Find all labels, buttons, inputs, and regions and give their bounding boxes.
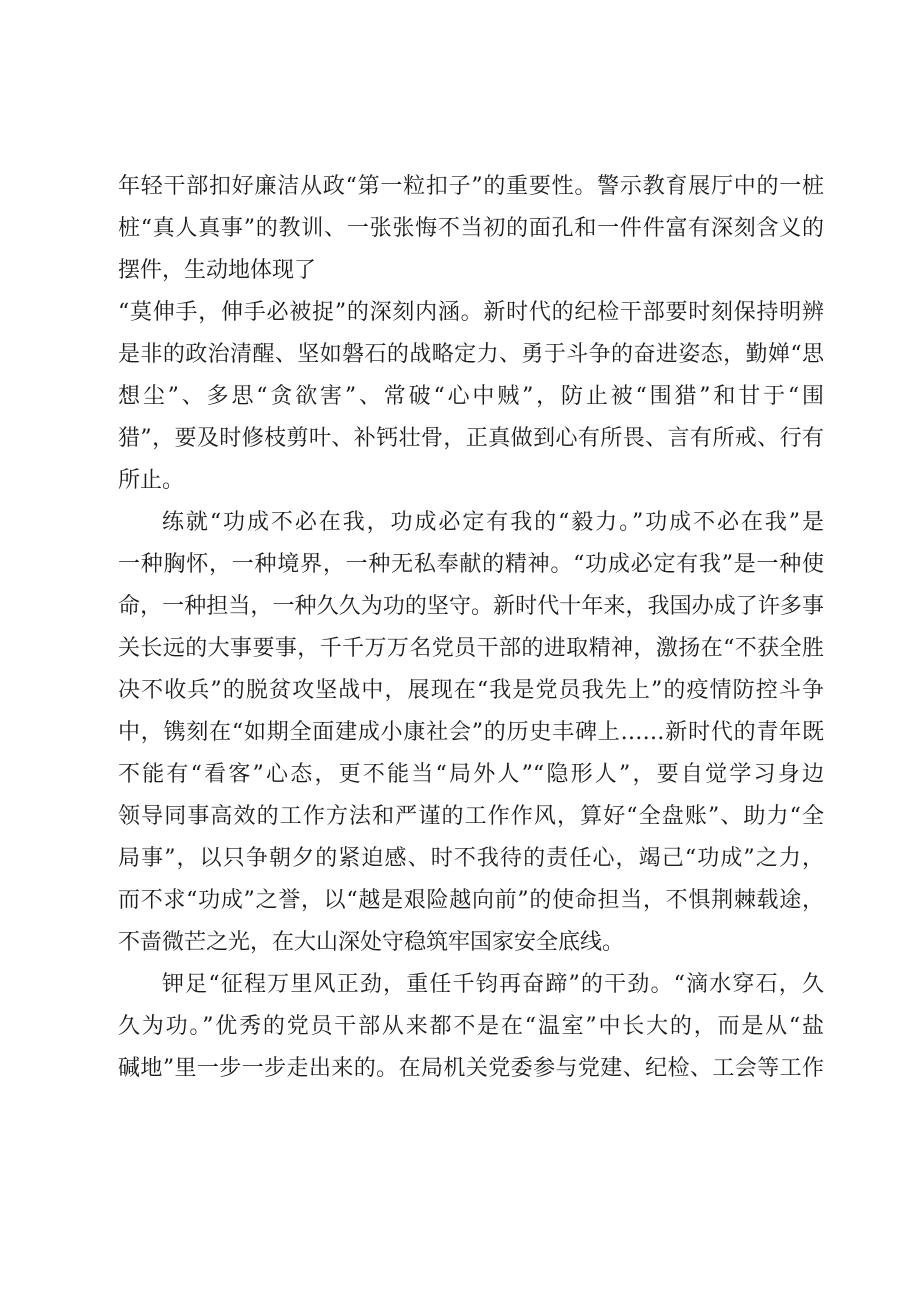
paragraph-start-line: 钾足“征程万里风正劲，重任千钧再奋蹄”的干劲。“滴水穿石，久 [162,972,824,997]
text-line: 一种胸怀，一种境界，一种无私奉献的精神。“功成必定有我”是一种使 [118,552,824,577]
text-line: 年轻干部扣好廉洁从政“第一粒扣子”的重要性。警示教育展厅中的一桩 [118,174,824,199]
text-line: 摆件，生动地体现了 [118,258,317,283]
text-line: 是非的政治清醒、坚如磐石的战略定力、勇于斗争的奋进姿态，勤婵“思 [118,342,824,367]
text-line: 局事”，以只争朝夕的紧迫感、时不我待的责任心，竭己“功成”之力， [118,846,824,871]
text-line: 命，一种担当，一种久久为功的坚守。新时代十年来，我国办成了许多事 [118,594,824,619]
paragraph-start-line: 练就“功成不必在我，功成必定有我的“毅力。”功成不必在我”是 [162,510,824,535]
text-line: 所止。 [118,468,185,493]
text-line: 不啬微芒之光，在大山深处守稳筑牢国家安全底线。 [118,930,625,955]
text-line: 桩“真人真事”的教训、一张张悔不当初的面孔和一件件富有深刻含义的 [118,216,824,241]
text-line: 久为功。”优秀的党员干部从来都不是在“温室”中长大的，而是从“盐 [118,1014,824,1039]
text-line: 想尘”、多思“贪欲害”、常破“心中贼”，防止被“围猎”和甘于“围 [118,384,824,409]
text-line: 猎”，要及时修枝剪叶、补钙壮骨，正真做到心有所畏、言有所戒、行有 [118,426,824,451]
text-line: 不能有“看客”心态，更不能当“局外人”“隐形人”，要自觉学习身边 [118,762,824,787]
text-line: “莫伸手，伸手必被捉”的深刻内涵。新时代的纪检干部要时刻保持明辨 [118,300,824,325]
text-line: 领导同事高效的工作方法和严谨的工作作风，算好“全盘账”、助力“全 [118,804,824,829]
text-line: 碱地”里一步一步走出来的。在局机关党委参与党建、纪检、工会等工作 [118,1056,824,1081]
text-line: 而不求“功成”之誉，以“越是艰险越向前”的使命担当，不惧荆棘载途， [118,888,824,913]
body-text [118,166,824,1090]
text-line: 中，镌刻在“如期全面建成小康社会”的历史丰碑上……新时代的青年既 [118,720,824,745]
text-line: 关长远的大事要事，千千万万名党员干部的进取精神，激扬在“不获全胜 [118,636,824,661]
text-line: 决不收兵”的脱贫攻坚战中，展现在“我是党员我先上”的疫情防控斗争 [118,678,824,703]
